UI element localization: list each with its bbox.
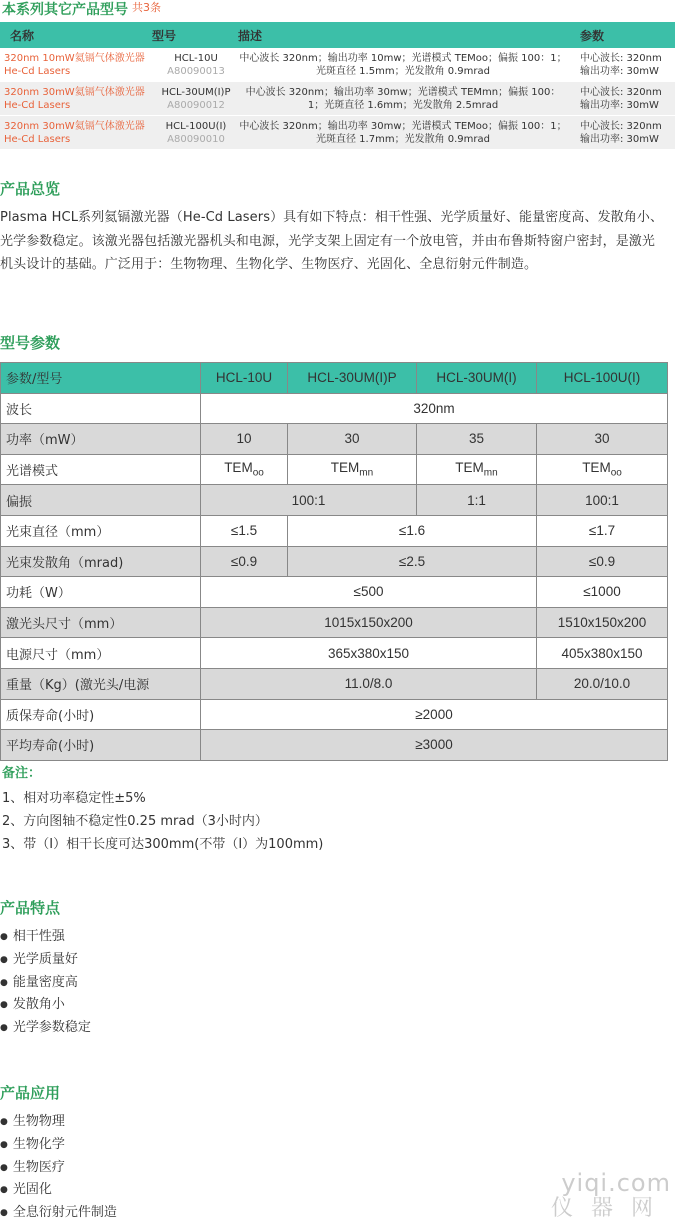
application-item: ● 生物医疗 — [0, 1157, 117, 1180]
spec-label: 功率（mW） — [1, 424, 201, 455]
mode-base: TEM — [455, 460, 484, 476]
spec-title: 型号参数 — [0, 334, 61, 352]
product-model — [150, 52, 242, 78]
param-power: 输出功率: 30mW — [580, 134, 659, 145]
related-row[interactable] — [0, 82, 675, 116]
spec-label: 激光头尺寸（mm） — [1, 607, 201, 638]
spec-value: ≤2.5 — [288, 546, 537, 577]
spec-value: 10 — [201, 424, 288, 455]
spec-value: 100:1 — [201, 485, 417, 516]
spec-label: 平均寿命(小时) — [1, 730, 201, 761]
spec-label: 光束发散角（mrad) — [1, 546, 201, 577]
spec-value: ≤0.9 — [201, 546, 288, 577]
spec-value: ≤1.6 — [288, 515, 537, 546]
product-name-link[interactable]: 320nm 30mW氦镉气体激光器 He-Cd Lasers — [4, 87, 145, 111]
note-item: 3、带（I）相干长度可达300mm(不带（I）为100mm) — [2, 837, 324, 852]
spec-row — [1, 424, 668, 455]
spec-label: 光谱模式 — [1, 454, 201, 485]
spec-label: 波长 — [1, 393, 201, 424]
spec-label: 功耗（W） — [1, 577, 201, 608]
spec-value: 320nm — [201, 393, 668, 424]
param-wavelength: 中心波长: 320nm — [580, 121, 662, 132]
param-wavelength: 中心波长: 320nm — [580, 87, 662, 98]
watermark-brand: 仪器网 — [550, 1196, 671, 1221]
spec-value: ≤1.5 — [201, 515, 288, 546]
spec-value: 405x380x150 — [537, 638, 668, 669]
spec-row — [1, 515, 668, 546]
header-param: 参数 — [580, 29, 605, 43]
product-model — [150, 86, 242, 112]
related-row[interactable] — [0, 48, 675, 82]
spec-label: 质保寿命(小时) — [1, 699, 201, 730]
spec-value: ≤1.7 — [537, 515, 668, 546]
features-title: 产品特点 — [0, 899, 61, 917]
applications-list — [0, 1111, 117, 1225]
site-watermark — [551, 1170, 671, 1222]
product-code: A80090013 — [167, 66, 225, 77]
header-name: 名称 — [10, 29, 35, 43]
spec-row — [1, 485, 668, 516]
spec-value: 20.0/10.0 — [537, 668, 668, 699]
spec-value: 1510x150x200 — [537, 607, 668, 638]
spec-value: ≤1000 — [537, 577, 668, 608]
spec-value: 30 — [288, 424, 417, 455]
spec-value: ≤0.9 — [537, 546, 668, 577]
product-code: A80090012 — [167, 100, 225, 111]
related-title-text: 本系列其它产品型号 — [2, 2, 128, 18]
applications-title: 产品应用 — [0, 1084, 61, 1102]
product-param — [580, 86, 675, 112]
spec-label: 重量（Kg）(激光头/电源 — [1, 668, 201, 699]
spec-header-cell: HCL-30UM(I)P — [288, 363, 417, 394]
spec-table — [0, 362, 668, 761]
feature-item: ● 相干性强 — [0, 926, 91, 949]
mode-sub: mn — [483, 467, 498, 479]
spec-value: 35 — [417, 424, 537, 455]
note-item: 2、方向图轴不稳定性0.25 mrad（3小时内） — [2, 814, 268, 829]
application-item: ● 生物化学 — [0, 1134, 117, 1157]
param-power: 输出功率: 30mW — [580, 100, 659, 111]
related-count: 共3条 — [132, 1, 161, 14]
spec-header-cell: HCL-10U — [201, 363, 288, 394]
product-desc: 中心波长 320nm；输出功率 10mw；光谱模式 TEMoo；偏振 100：1；光斑直径 1.5mm；光发散角 0.9mrad — [239, 53, 567, 77]
spec-header-cell: HCL-100U(I) — [537, 363, 668, 394]
watermark-domain: yiqi.com — [561, 1169, 671, 1197]
spec-value: 11.0/8.0 — [201, 668, 537, 699]
spec-row — [1, 668, 668, 699]
spec-row — [1, 454, 668, 485]
header-desc: 描述 — [238, 29, 263, 43]
model-text: HCL-10U — [174, 53, 218, 64]
spec-row — [1, 730, 668, 761]
spec-row — [1, 638, 668, 669]
feature-item: ● 能量密度高 — [0, 972, 91, 995]
spec-label: 电源尺寸（mm） — [1, 638, 201, 669]
mode-sub: oo — [610, 467, 622, 479]
spec-value: ≥3000 — [201, 730, 668, 761]
product-desc: 中心波长 320nm；输出功率 30mw；光谱模式 TEMoo；偏振 100：1；光斑直径 1.7mm；光发散角 0.9mrad — [239, 121, 567, 145]
spec-header-row — [1, 363, 668, 394]
mode-sub: mn — [359, 467, 374, 479]
product-code: A80090010 — [167, 134, 225, 145]
header-model: 型号 — [152, 29, 177, 43]
related-row[interactable] — [0, 116, 675, 150]
related-products-title — [2, 0, 161, 19]
spec-label: 光束直径（mm） — [1, 515, 201, 546]
spec-value: 365x380x150 — [201, 638, 537, 669]
note-item: 1、相对功率稳定性±5% — [2, 791, 146, 806]
product-model — [150, 120, 242, 146]
spec-value: ≥2000 — [201, 699, 668, 730]
features-list — [0, 926, 91, 1040]
feature-item: ● 光学质量好 — [0, 949, 91, 972]
spec-label: 偏振 — [1, 485, 201, 516]
spec-row — [1, 699, 668, 730]
related-table-header — [0, 22, 675, 48]
related-products-table — [0, 22, 675, 150]
spec-value — [417, 454, 537, 485]
mode-sub: oo — [252, 467, 264, 479]
spec-header-cell: HCL-30UM(I) — [417, 363, 537, 394]
feature-item: ● 发散角小 — [0, 994, 91, 1017]
spec-value — [201, 454, 288, 485]
spec-value: 1:1 — [417, 485, 537, 516]
overview-title: 产品总览 — [0, 180, 61, 198]
model-text: HCL-30UM(I)P — [161, 87, 231, 98]
model-text: HCL-100U(I) — [165, 121, 227, 132]
application-item: ● 光固化 — [0, 1179, 117, 1202]
mode-base: TEM — [582, 460, 611, 476]
spec-row — [1, 607, 668, 638]
spec-row — [1, 546, 668, 577]
spec-value: 1015x150x200 — [201, 607, 537, 638]
product-name-link[interactable]: 320nm 10mW氦镉气体激光器 He-Cd Lasers — [4, 53, 145, 77]
param-wavelength: 中心波长: 320nm — [580, 53, 662, 64]
product-desc: 中心波长 320nm；输出功率 30mw；光谱模式 TEMmn；偏振 100：1；光斑直径 1.6mm；光发散角 2.5mrad — [245, 87, 561, 111]
spec-header-cell: 参数/型号 — [1, 363, 201, 394]
spec-value: 100:1 — [537, 485, 668, 516]
feature-item: ● 光学参数稳定 — [0, 1017, 91, 1040]
product-param — [580, 120, 675, 146]
spec-value — [288, 454, 417, 485]
application-item: ● 全息衍射元件制造 — [0, 1202, 117, 1225]
spec-row — [1, 393, 668, 424]
mode-base: TEM — [224, 460, 253, 476]
param-power: 输出功率: 30mW — [580, 66, 659, 77]
spec-value: 30 — [537, 424, 668, 455]
product-name-link[interactable]: 320nm 30mW氦镉气体激光器 He-Cd Lasers — [4, 121, 145, 145]
spec-row — [1, 577, 668, 608]
overview-text: Plasma HCL系列氦镉激光器（He-Cd Lasers）具有如下特点：相干性强、光学质量好、能量密度高、发散角小、光学参数稳定。该激光器包括激光器机头和电源，光学支架上固定有一个放电管，并由布鲁斯特窗户密封，是激光机头设计的基础。广泛用于：生物物理、生物化学、生物医疗、光固化、全息衍射元件制造。 — [0, 210, 664, 272]
spec-value: ≤500 — [201, 577, 537, 608]
spec-value — [537, 454, 668, 485]
mode-base: TEM — [330, 460, 360, 476]
product-param — [580, 52, 675, 78]
notes-title: 备注： — [2, 766, 42, 781]
application-item: ● 生物物理 — [0, 1111, 117, 1134]
